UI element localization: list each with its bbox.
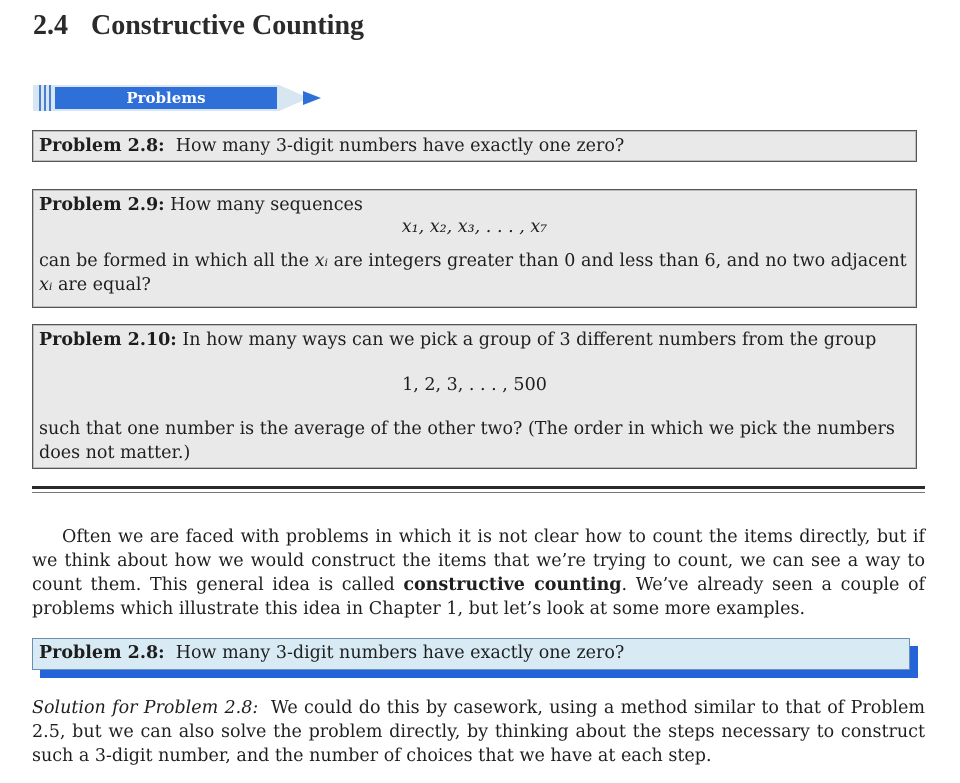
section-divider-thick <box>32 486 925 489</box>
problem-text: In how many ways can we pick a group of 3 different numbers from the group <box>182 330 877 350</box>
intro-text: Often we are faced with problems in which it is not clear how to count the items directly, but if we think about how we would construct the items that we’re trying to count, we can see a way to count them. This general idea is called <box>32 527 925 595</box>
pencil-stripe <box>49 85 51 111</box>
intro-paragraph <box>32 525 925 621</box>
problem-text-pre: can be formed in which all the <box>39 251 315 271</box>
solution-text: We could do this by casework, using a method similar to that of Problem 2.5, but we can also solve the problem directly, by thinking about the steps necessary to construct such a 3-digit number, and the number of choices that we have at each step. <box>32 698 925 766</box>
problem-text: How many sequences <box>170 195 363 215</box>
section-heading <box>33 10 364 42</box>
problem-text-mid: are integers greater than 0 and less than 6, and no two adjacent <box>328 251 907 271</box>
pencil-stripe <box>44 85 46 111</box>
problem-box-2-9 <box>32 189 917 308</box>
problem-label: Problem 2.9: <box>39 195 165 215</box>
problem-text-after: such that one number is the average of the other two? (The order in which we pick the numbers does not matter.) <box>39 419 895 463</box>
key-term: constructive counting <box>403 575 622 595</box>
section-divider-thin <box>32 492 925 493</box>
solution-paragraph <box>32 696 925 768</box>
pencil-stripe <box>39 85 41 111</box>
variable-x-i: xᵢ <box>39 275 53 295</box>
problem-text-post: are equal? <box>52 275 151 295</box>
problem-box-2-8 <box>32 130 917 162</box>
highlight-problem-box <box>32 638 910 670</box>
intro-text: . We’ve already seen a couple of problems which illustrate this idea in Chapter 1, but let’s look at some more examples. <box>32 575 925 619</box>
problem-text: How many 3-digit numbers have exactly one zero? <box>175 643 625 663</box>
pencil-lead-icon <box>303 91 321 105</box>
problem-text: How many 3-digit numbers have exactly one zero? <box>175 136 625 156</box>
set-display: 1, 2, 3, . . . , 500 <box>402 375 547 395</box>
problems-banner <box>33 82 328 114</box>
problem-box-2-10 <box>32 324 917 469</box>
solution-label: Solution for Problem 2.8: <box>32 698 259 718</box>
problem-label: Problem 2.10: <box>39 330 177 350</box>
variable-x-i: xᵢ <box>314 251 328 271</box>
problem-label: Problem 2.8: <box>39 136 165 156</box>
problem-label: Problem 2.8: <box>39 643 165 663</box>
section-title: Constructive Counting <box>91 10 365 41</box>
section-number: 2.4 <box>33 10 68 41</box>
banner-label: Problems <box>55 87 277 109</box>
sequence-display: x₁, x₂, x₃, . . . , x₇ <box>401 217 548 237</box>
